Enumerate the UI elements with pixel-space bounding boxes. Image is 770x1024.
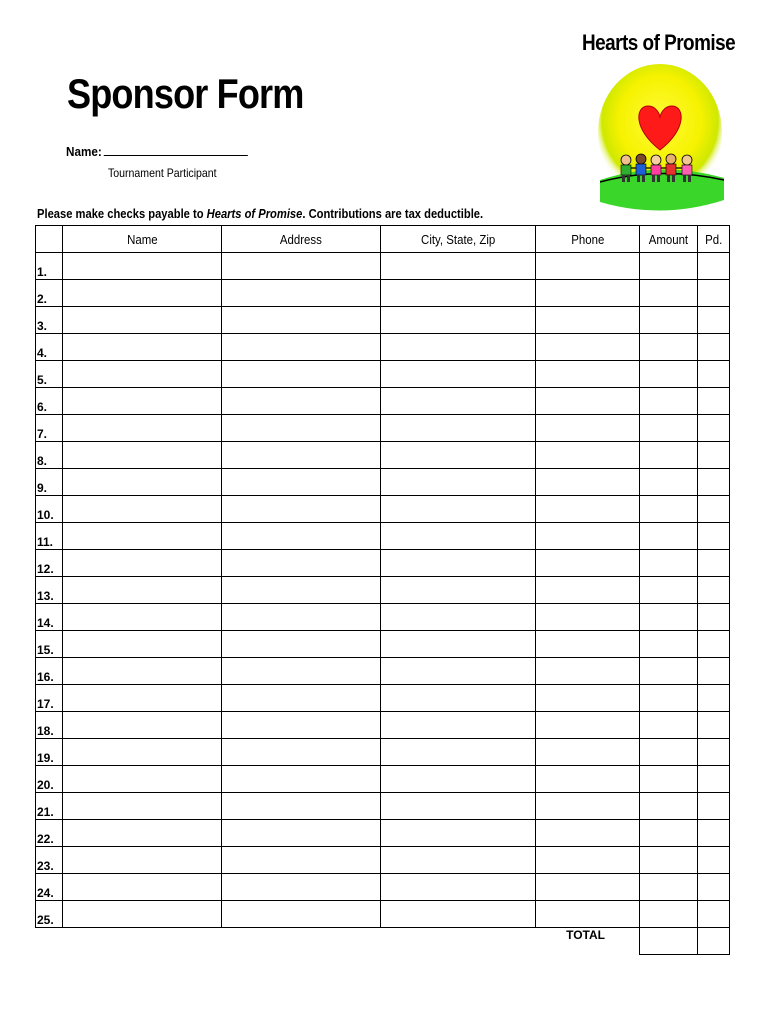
address-cell[interactable] <box>222 658 381 685</box>
city-state-zip-cell[interactable] <box>381 415 536 442</box>
address-cell[interactable] <box>222 442 381 469</box>
phone-cell[interactable] <box>536 577 640 604</box>
phone-cell[interactable] <box>536 361 640 388</box>
address-cell[interactable] <box>222 334 381 361</box>
paid-cell[interactable] <box>698 793 730 820</box>
instructions-org: Hearts of Promise <box>206 206 303 221</box>
row-number: 10. <box>36 496 63 523</box>
name-blank-line[interactable] <box>104 144 248 156</box>
city-state-zip-cell[interactable] <box>381 361 536 388</box>
sponsor-name-cell[interactable] <box>63 631 222 658</box>
row-number: 21. <box>36 793 63 820</box>
row-number: 22. <box>36 820 63 847</box>
participant-name-field[interactable] <box>66 144 248 159</box>
paid-cell[interactable] <box>698 280 730 307</box>
header-paid: Pd. <box>698 226 730 253</box>
row-number: 8. <box>36 442 63 469</box>
instructions-suffix: . Contributions are tax deductible. <box>302 206 484 221</box>
row-number: 19. <box>36 739 63 766</box>
sponsor-name-cell[interactable] <box>63 766 222 793</box>
sponsor-name-cell[interactable] <box>63 901 222 928</box>
row-number: 7. <box>36 415 63 442</box>
address-cell[interactable] <box>222 388 381 415</box>
paid-cell[interactable] <box>698 766 730 793</box>
sponsor-name-cell[interactable] <box>63 442 222 469</box>
row-number: 13. <box>36 577 63 604</box>
amount-cell[interactable] <box>640 550 698 577</box>
phone-cell[interactable] <box>536 874 640 901</box>
address-cell[interactable] <box>222 280 381 307</box>
phone-cell[interactable] <box>536 415 640 442</box>
row-number: 4. <box>36 334 63 361</box>
address-cell[interactable] <box>222 253 381 280</box>
row-number: 9. <box>36 469 63 496</box>
table-row <box>36 496 730 523</box>
paid-cell[interactable] <box>698 469 730 496</box>
city-state-zip-cell[interactable] <box>381 685 536 712</box>
table-row <box>36 523 730 550</box>
city-state-zip-cell[interactable] <box>381 901 536 928</box>
sponsor-name-cell[interactable] <box>63 361 222 388</box>
row-number: 23. <box>36 847 63 874</box>
grass <box>600 169 724 210</box>
city-state-zip-cell[interactable] <box>381 712 536 739</box>
amount-cell[interactable] <box>640 361 698 388</box>
row-number: 5. <box>36 361 63 388</box>
sponsor-name-cell[interactable] <box>63 496 222 523</box>
table-row <box>36 793 730 820</box>
city-state-zip-cell[interactable] <box>381 847 536 874</box>
sponsor-name-cell[interactable] <box>63 739 222 766</box>
amount-cell[interactable] <box>640 307 698 334</box>
amount-cell[interactable] <box>640 874 698 901</box>
header-address: Address <box>222 226 381 253</box>
paid-cell[interactable] <box>698 361 730 388</box>
table-row <box>36 604 730 631</box>
payment-instructions <box>37 206 483 221</box>
phone-cell[interactable] <box>536 820 640 847</box>
city-state-zip-cell[interactable] <box>381 820 536 847</box>
row-number: 24. <box>36 874 63 901</box>
phone-cell[interactable] <box>536 253 640 280</box>
city-state-zip-cell[interactable] <box>381 388 536 415</box>
address-cell[interactable] <box>222 523 381 550</box>
city-state-zip-cell[interactable] <box>381 631 536 658</box>
row-number: 15. <box>36 631 63 658</box>
city-state-zip-cell[interactable] <box>381 280 536 307</box>
amount-cell[interactable] <box>640 415 698 442</box>
amount-cell[interactable] <box>640 901 698 928</box>
amount-cell[interactable] <box>640 496 698 523</box>
header-number <box>36 226 63 253</box>
address-cell[interactable] <box>222 712 381 739</box>
table-row <box>36 550 730 577</box>
paid-cell[interactable] <box>698 253 730 280</box>
phone-cell[interactable] <box>536 523 640 550</box>
paid-cell[interactable] <box>698 685 730 712</box>
city-state-zip-cell[interactable] <box>381 442 536 469</box>
sponsor-name-cell[interactable] <box>63 712 222 739</box>
row-number: 1. <box>36 253 63 280</box>
table-header-row <box>36 226 730 253</box>
table-row <box>36 631 730 658</box>
phone-cell[interactable] <box>536 388 640 415</box>
sponsor-name-cell[interactable] <box>63 415 222 442</box>
table-row <box>36 253 730 280</box>
table-row <box>36 361 730 388</box>
phone-cell[interactable] <box>536 901 640 928</box>
amount-cell[interactable] <box>640 523 698 550</box>
amount-cell[interactable] <box>640 253 698 280</box>
table-row <box>36 658 730 685</box>
table-row <box>36 334 730 361</box>
address-cell[interactable] <box>222 739 381 766</box>
phone-cell[interactable] <box>536 550 640 577</box>
header-phone: Phone <box>536 226 640 253</box>
table-row <box>36 307 730 334</box>
address-cell[interactable] <box>222 631 381 658</box>
table-row <box>36 712 730 739</box>
amount-cell[interactable] <box>640 739 698 766</box>
paid-cell[interactable] <box>698 820 730 847</box>
city-state-zip-cell[interactable] <box>381 523 536 550</box>
table-row <box>36 415 730 442</box>
table-row <box>36 874 730 901</box>
sponsor-name-cell[interactable] <box>63 280 222 307</box>
phone-cell[interactable] <box>536 496 640 523</box>
amount-cell[interactable] <box>640 847 698 874</box>
paid-cell[interactable] <box>698 550 730 577</box>
name-label: Name: <box>66 144 102 159</box>
sponsor-name-cell[interactable] <box>63 685 222 712</box>
phone-cell[interactable] <box>536 442 640 469</box>
sponsor-name-cell[interactable] <box>63 469 222 496</box>
paid-cell[interactable] <box>698 739 730 766</box>
header-city-state-zip: City, State, Zip <box>381 226 536 253</box>
amount-cell[interactable] <box>640 820 698 847</box>
sponsor-name-cell[interactable] <box>63 388 222 415</box>
phone-cell[interactable] <box>536 685 640 712</box>
paid-cell[interactable] <box>698 847 730 874</box>
address-cell[interactable] <box>222 766 381 793</box>
phone-cell[interactable] <box>536 631 640 658</box>
address-cell[interactable] <box>222 361 381 388</box>
city-state-zip-cell[interactable] <box>381 739 536 766</box>
address-cell[interactable] <box>222 874 381 901</box>
row-number: 3. <box>36 307 63 334</box>
paid-cell[interactable] <box>698 604 730 631</box>
city-state-zip-cell[interactable] <box>381 577 536 604</box>
row-number: 14. <box>36 604 63 631</box>
sponsor-name-cell[interactable] <box>63 307 222 334</box>
instructions-prefix: Please make checks payable to <box>37 206 207 221</box>
address-cell[interactable] <box>222 307 381 334</box>
address-cell[interactable] <box>222 415 381 442</box>
address-cell[interactable] <box>222 469 381 496</box>
total-amount-cell[interactable] <box>640 928 698 955</box>
sponsor-name-cell[interactable] <box>63 550 222 577</box>
phone-cell[interactable] <box>536 469 640 496</box>
total-paid-cell[interactable] <box>698 928 730 955</box>
table-row <box>36 685 730 712</box>
row-number: 11. <box>36 523 63 550</box>
page-title: Sponsor Form <box>67 70 304 117</box>
paid-cell[interactable] <box>698 901 730 928</box>
brand-name: Hearts of Promise <box>582 30 736 55</box>
row-number: 2. <box>36 280 63 307</box>
amount-cell[interactable] <box>640 685 698 712</box>
address-cell[interactable] <box>222 901 381 928</box>
sponsor-table <box>35 225 730 955</box>
paid-cell[interactable] <box>698 334 730 361</box>
paid-cell[interactable] <box>698 712 730 739</box>
sponsor-name-cell[interactable] <box>63 604 222 631</box>
address-cell[interactable] <box>222 685 381 712</box>
table-row <box>36 847 730 874</box>
table-row <box>36 469 730 496</box>
amount-cell[interactable] <box>640 388 698 415</box>
paid-cell[interactable] <box>698 523 730 550</box>
sponsor-name-cell[interactable] <box>63 793 222 820</box>
phone-cell[interactable] <box>536 658 640 685</box>
sponsor-name-cell[interactable] <box>63 658 222 685</box>
address-cell[interactable] <box>222 496 381 523</box>
sponsor-name-cell[interactable] <box>63 847 222 874</box>
row-number: 16. <box>36 658 63 685</box>
table-row <box>36 280 730 307</box>
amount-cell[interactable] <box>640 334 698 361</box>
amount-cell[interactable] <box>640 793 698 820</box>
amount-cell[interactable] <box>640 469 698 496</box>
amount-cell[interactable] <box>640 658 698 685</box>
header-name: Name <box>63 226 222 253</box>
amount-cell[interactable] <box>640 577 698 604</box>
paid-cell[interactable] <box>698 307 730 334</box>
total-label: TOTAL <box>566 928 605 942</box>
sponsor-name-cell[interactable] <box>63 874 222 901</box>
sponsor-name-cell[interactable] <box>63 577 222 604</box>
table-row <box>36 442 730 469</box>
table-row <box>36 901 730 928</box>
sponsor-name-cell[interactable] <box>63 523 222 550</box>
phone-cell[interactable] <box>536 766 640 793</box>
table-row <box>36 388 730 415</box>
row-number: 18. <box>36 712 63 739</box>
phone-cell[interactable] <box>536 334 640 361</box>
amount-cell[interactable] <box>640 442 698 469</box>
address-cell[interactable] <box>222 577 381 604</box>
paid-cell[interactable] <box>698 631 730 658</box>
city-state-zip-cell[interactable] <box>381 334 536 361</box>
paid-cell[interactable] <box>698 388 730 415</box>
city-state-zip-cell[interactable] <box>381 874 536 901</box>
city-state-zip-cell[interactable] <box>381 604 536 631</box>
city-state-zip-cell[interactable] <box>381 253 536 280</box>
amount-cell[interactable] <box>640 604 698 631</box>
address-cell[interactable] <box>222 820 381 847</box>
hearts-of-promise-logo <box>592 62 728 218</box>
row-number: 12. <box>36 550 63 577</box>
table-row <box>36 577 730 604</box>
sponsor-name-cell[interactable] <box>63 820 222 847</box>
amount-cell[interactable] <box>640 280 698 307</box>
phone-cell[interactable] <box>536 280 640 307</box>
participant-caption: Tournament Participant <box>108 166 217 180</box>
city-state-zip-cell[interactable] <box>381 469 536 496</box>
paid-cell[interactable] <box>698 442 730 469</box>
city-state-zip-cell[interactable] <box>381 307 536 334</box>
address-cell[interactable] <box>222 550 381 577</box>
row-number: 25. <box>36 901 63 928</box>
amount-cell[interactable] <box>640 631 698 658</box>
amount-cell[interactable] <box>640 766 698 793</box>
total-row <box>36 928 730 955</box>
paid-cell[interactable] <box>698 874 730 901</box>
row-number: 17. <box>36 685 63 712</box>
address-cell[interactable] <box>222 847 381 874</box>
phone-cell[interactable] <box>536 739 640 766</box>
paid-cell[interactable] <box>698 577 730 604</box>
address-cell[interactable] <box>222 793 381 820</box>
phone-cell[interactable] <box>536 847 640 874</box>
table-row <box>36 820 730 847</box>
sponsor-name-cell[interactable] <box>63 253 222 280</box>
row-number: 6. <box>36 388 63 415</box>
phone-cell[interactable] <box>536 604 640 631</box>
amount-cell[interactable] <box>640 712 698 739</box>
table-row <box>36 739 730 766</box>
city-state-zip-cell[interactable] <box>381 658 536 685</box>
paid-cell[interactable] <box>698 658 730 685</box>
phone-cell[interactable] <box>536 307 640 334</box>
header-amount: Amount <box>640 226 698 253</box>
table-row <box>36 766 730 793</box>
paid-cell[interactable] <box>698 496 730 523</box>
phone-cell[interactable] <box>536 712 640 739</box>
sponsor-name-cell[interactable] <box>63 334 222 361</box>
city-state-zip-cell[interactable] <box>381 793 536 820</box>
row-number: 20. <box>36 766 63 793</box>
city-state-zip-cell[interactable] <box>381 496 536 523</box>
paid-cell[interactable] <box>698 415 730 442</box>
phone-cell[interactable] <box>536 793 640 820</box>
address-cell[interactable] <box>222 604 381 631</box>
city-state-zip-cell[interactable] <box>381 550 536 577</box>
city-state-zip-cell[interactable] <box>381 766 536 793</box>
